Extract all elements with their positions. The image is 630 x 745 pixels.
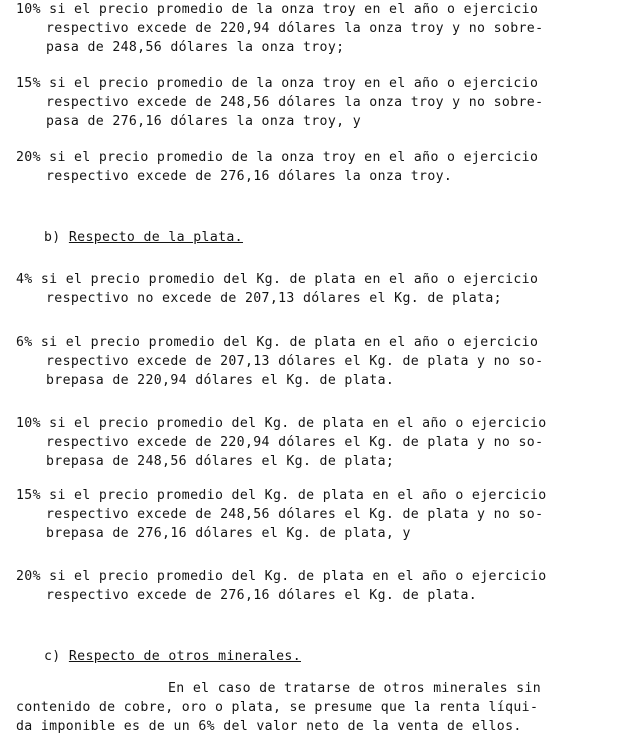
item-line: brepasa de 248,56 dólares el Kg. de plata; (46, 454, 395, 469)
item-line: 15% si el precio promedio del Kg. de plata en el año o ejercicio (16, 488, 547, 503)
section-c-heading (44, 647, 301, 666)
item-line: respectivo excede de 220,94 dólares el Kg. de plata y no so- (46, 435, 544, 450)
item-line: 20% si el precio promedio de la onza troy en el año o ejercicio (16, 150, 539, 165)
item-line: brepasa de 276,16 dólares el Kg. de plata, y (46, 526, 411, 541)
item-line: pasa de 248,56 dólares la onza troy; (46, 40, 345, 55)
gold-rate-20 (16, 148, 624, 186)
item-line: 20% si el precio promedio del Kg. de plata en el año o ejercicio (16, 569, 547, 584)
item-line: pasa de 276,16 dólares la onza troy, y (46, 114, 362, 129)
gold-rate-10 (16, 0, 624, 57)
paragraph-line: contenido de cobre, oro o plata, se presume que la renta líqui- (16, 700, 539, 715)
item-line: respectivo excede de 276,16 dólares la onza troy. (46, 169, 453, 184)
silver-rate-20 (16, 567, 624, 605)
item-line: respectivo no excede de 207,13 dólares el Kg. de plata; (46, 291, 502, 306)
item-line: respectivo excede de 207,13 dólares el Kg. de plata y no so- (46, 354, 544, 369)
item-line: 15% si el precio promedio de la onza troy en el año o ejercicio (16, 76, 539, 91)
silver-rate-15 (16, 486, 624, 543)
section-b-prefix: b) (44, 230, 61, 245)
item-line: respectivo excede de 248,56 dólares la onza troy y no sobre- (46, 95, 544, 110)
silver-rate-4 (16, 270, 624, 308)
section-b-title: Respecto de la plata. (68, 230, 243, 245)
item-line: respectivo excede de 220,94 dólares la onza troy y no sobre- (46, 21, 544, 36)
section-c-paragraph (16, 679, 624, 736)
section-c-title: Respecto de otros minerales. (68, 649, 301, 664)
item-line: respectivo excede de 248,56 dólares el Kg. de plata y no so- (46, 507, 544, 522)
section-b-heading (44, 228, 243, 247)
paragraph-line: da imponible es de un 6% del valor neto de la venta de ellos. (16, 719, 522, 734)
item-line: 10% si el precio promedio del Kg. de plata en el año o ejercicio (16, 416, 547, 431)
item-line: brepasa de 220,94 dólares el Kg. de plata. (46, 373, 395, 388)
silver-rate-10 (16, 414, 624, 471)
silver-rate-6 (16, 333, 624, 390)
section-c-prefix: c) (44, 649, 61, 664)
item-line: 10% si el precio promedio de la onza troy en el año o ejercicio (16, 2, 539, 17)
paragraph-line: En el caso de tratarse de otros minerales sin (168, 681, 542, 696)
item-line: 4% si el precio promedio del Kg. de plata en el año o ejercicio (16, 272, 539, 287)
gold-rate-15 (16, 74, 624, 131)
item-line: 6% si el precio promedio del Kg. de plata en el año o ejercicio (16, 335, 539, 350)
item-line: respectivo excede de 276,16 dólares el Kg. de plata. (46, 588, 478, 603)
